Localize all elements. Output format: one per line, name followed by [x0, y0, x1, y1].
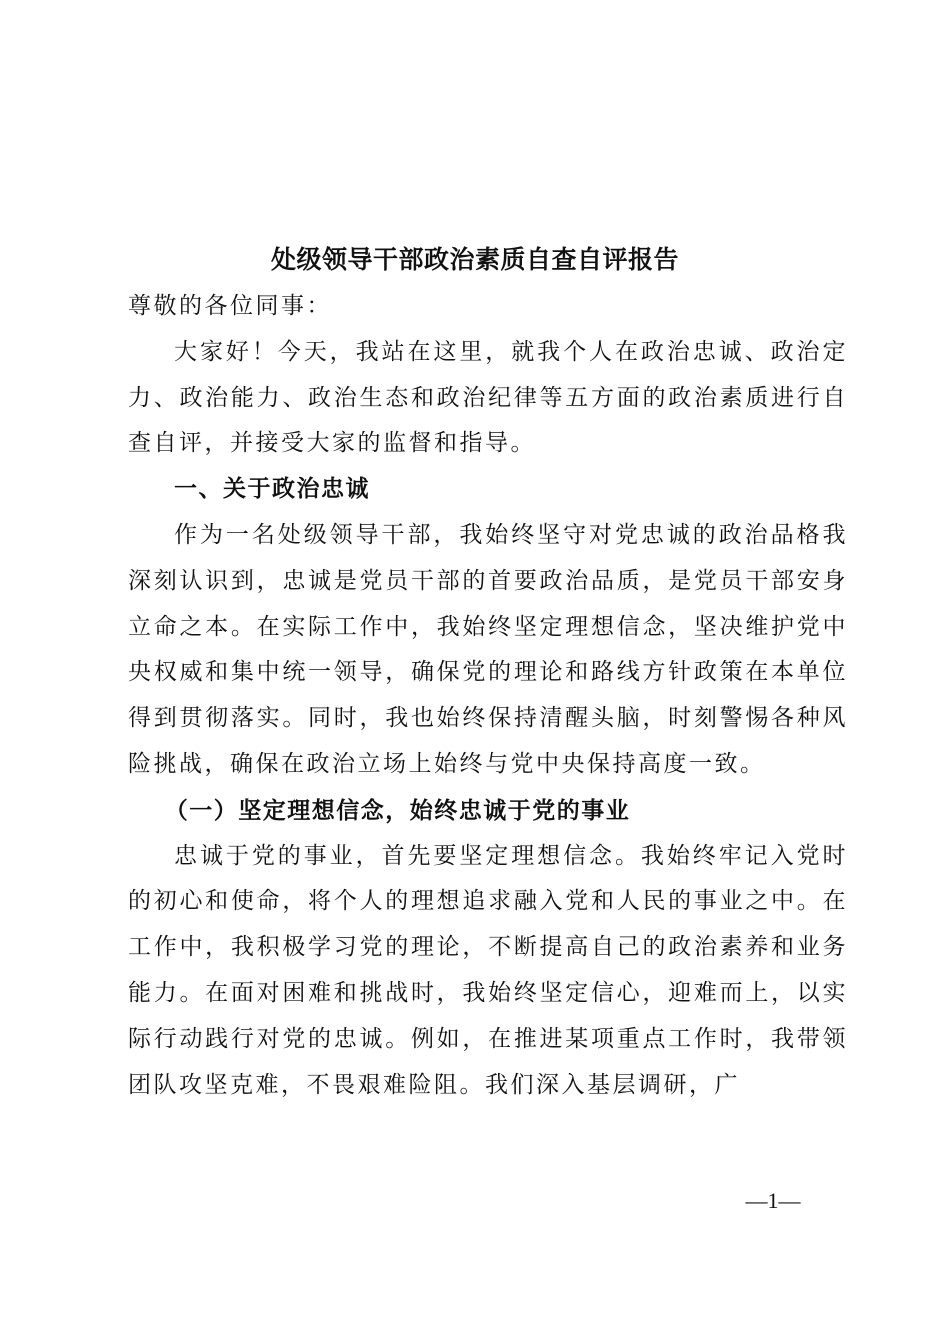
subsection-heading: （一）坚定理想信念，始终忠诚于党的事业	[164, 796, 631, 824]
section-paragraph: 作为一名处级领导干部，我始终坚守对党忠诚的政治品格我深刻认识到，忠诚是党员干部的首要政治品质，是党员干部安身立命之本。在实际工作中，我始终坚定理想信念，坚决维护党中央权威和集中统一领导，确保党的理论和路线方针政策在本单位得到贯彻落实。同时，我也始终保持清醒头脑，时刻警惕各种风险挑战，确保在政治立场上始终与党中央保持高度一致。	[128, 521, 848, 777]
subsection-paragraph: 忠诚于党的事业，首先要坚定理想信念。我始终牢记入党时的初心和使命，将个人的理想追求融入党和人民的事业之中。在工作中，我积极学习党的理论，不断提高自己的政治素养和业务能力。在面对困难和挑战时，我始终坚定信心，迎难而上，以实际行动践行对党的忠诚。例如，在推进某项重点工作时，我带领团队攻坚克难，不畏艰难险阻。我们深入基层调研，广	[128, 842, 848, 1098]
document-body	[128, 284, 848, 1108]
section-heading: 一、关于政治忠诚	[174, 476, 370, 503]
document-title: 处级领导干部政治素质自查自评报告	[270, 245, 679, 274]
salutation: 尊敬的各位同事：	[128, 293, 332, 319]
intro-paragraph: 大家好！今天，我站在这里，就我个人在政治忠诚、政治定力、政治能力、政治生态和政治纪律等五方面的政治素质进行自查自评，并接受大家的监督和指导。	[128, 338, 848, 457]
page-number: —1—	[745, 1188, 801, 1213]
